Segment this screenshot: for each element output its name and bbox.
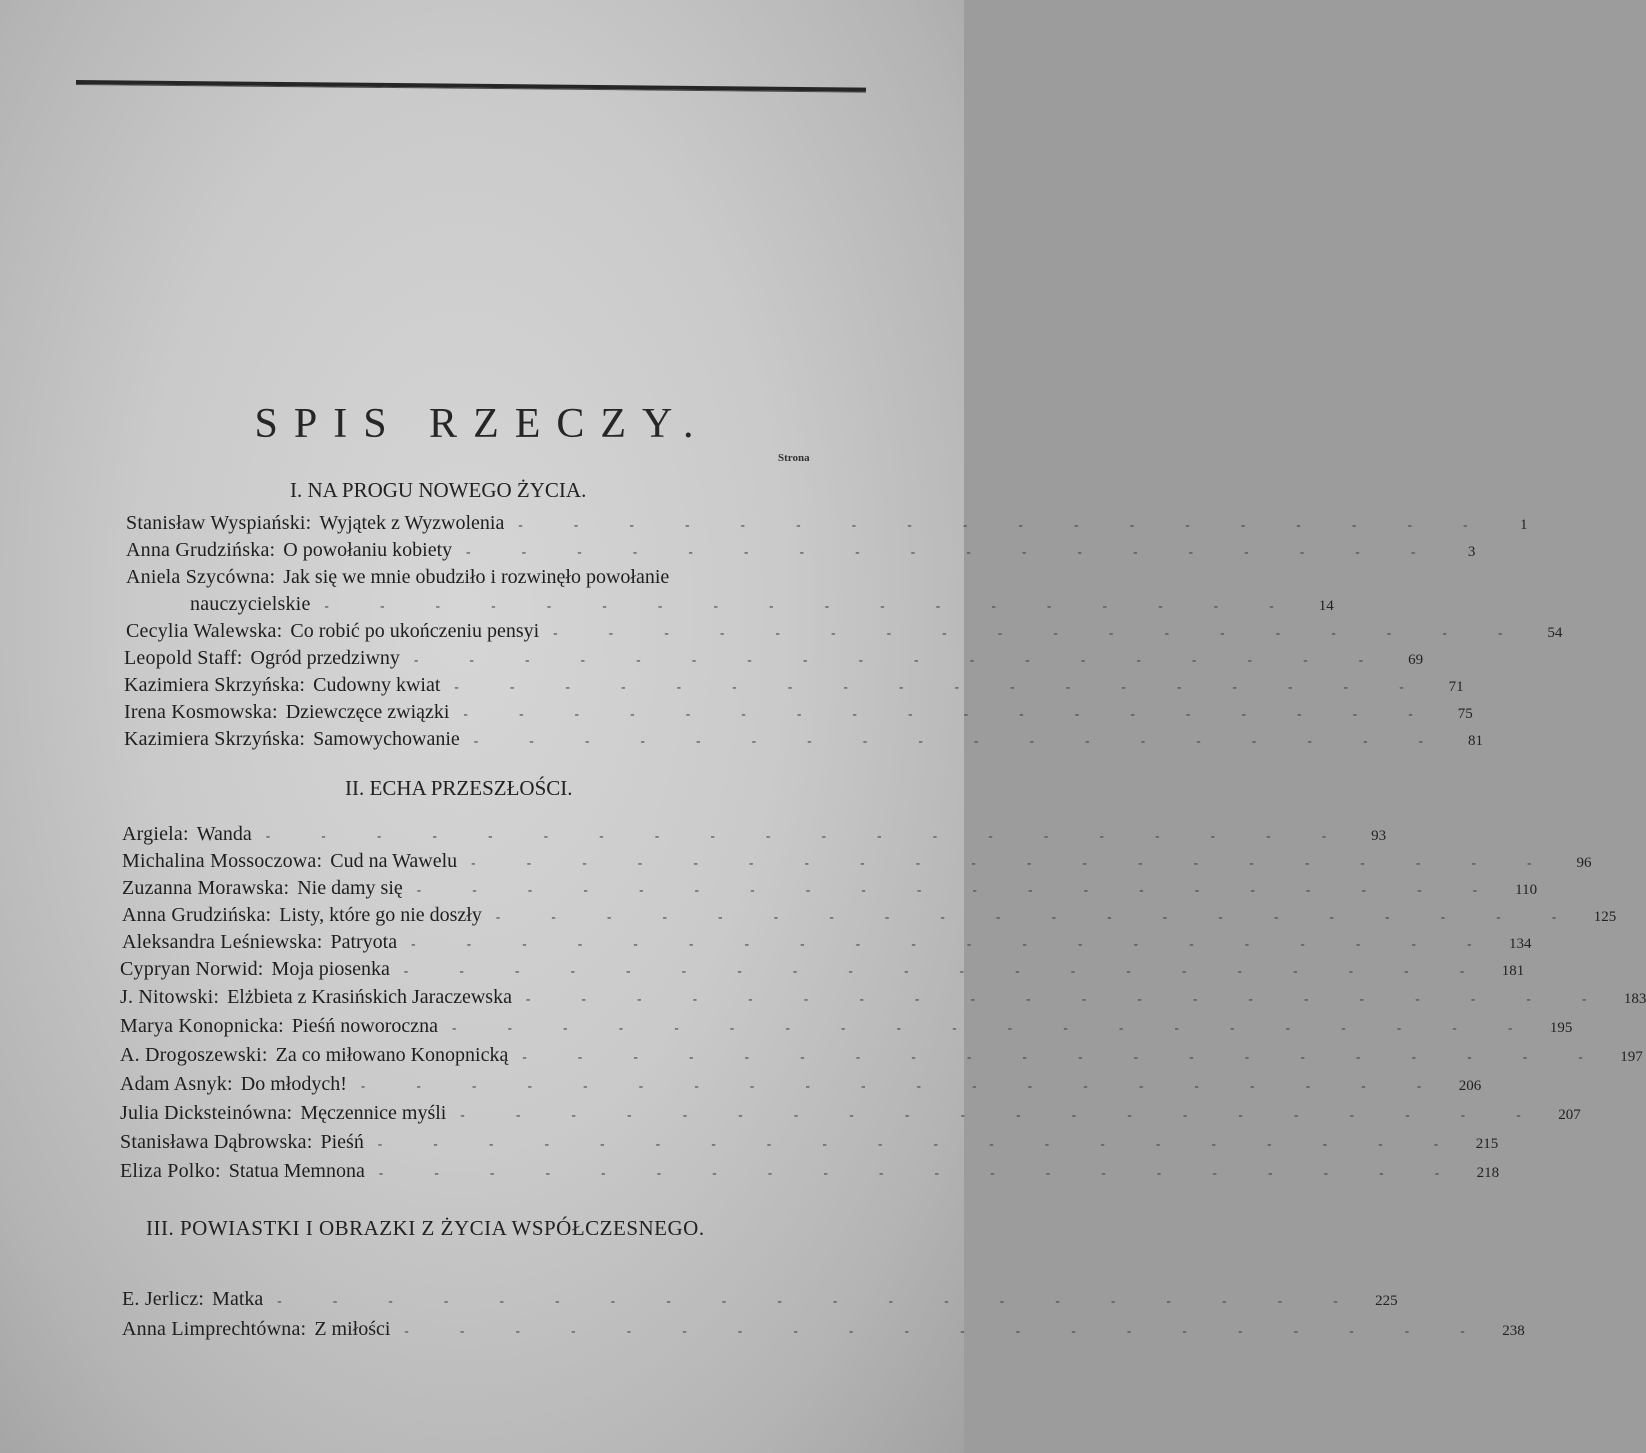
entry-page: 195 bbox=[1549, 1020, 1573, 1036]
entry-author: Anna Limprechtówna: bbox=[122, 1318, 307, 1340]
entry-title: Patryota bbox=[330, 931, 398, 953]
entry-author: J. Nitowski: bbox=[120, 986, 220, 1008]
leader-dots: - - - - - - - - - - - - - - - - - - bbox=[553, 625, 1527, 640]
leader-dots: - - - - - - - - - - - - - - - - - - - - bbox=[471, 855, 1556, 870]
leader-dots: - - - - - - - - - - - - - - - - - - - - bbox=[404, 1323, 1489, 1338]
entry-title: Moja piosenka bbox=[271, 958, 390, 980]
toc-entry bbox=[120, 1044, 1643, 1067]
leader-dots: - - - - - - - - - - - - - - - - - - bbox=[324, 598, 1298, 613]
entry-page: 3 bbox=[1467, 544, 1476, 560]
entry-page: 93 bbox=[1371, 828, 1387, 844]
entry-page: 71 bbox=[1448, 679, 1464, 695]
toc-entry bbox=[124, 701, 1473, 724]
entry-author: Aniela Szycówna: bbox=[126, 566, 276, 588]
entry-page: 183 bbox=[1623, 991, 1646, 1007]
entry-author: E. Jerlicz: bbox=[122, 1288, 205, 1310]
entry-author: Anna Grudzińska: bbox=[122, 904, 272, 926]
toc-entry bbox=[122, 904, 1617, 927]
leader-dots: - - - - - - - - - - - - - - - - - - bbox=[473, 733, 1447, 748]
toc-entry bbox=[120, 1073, 1482, 1096]
entry-title: Z miłości bbox=[314, 1318, 391, 1340]
toc-entry bbox=[122, 1318, 1525, 1341]
toc-entry bbox=[120, 986, 1646, 1009]
entry-author: Kazimiera Skrzyńska: bbox=[124, 728, 306, 750]
leader-dots: - - - - - - - - - - - - - - - - - - bbox=[454, 679, 1428, 694]
entry-page: 206 bbox=[1458, 1078, 1482, 1094]
leader-dots: - - - - - - - - - - - - - - - - - - bbox=[466, 544, 1440, 559]
entry-title: Samowychowanie bbox=[313, 728, 460, 750]
entry-author: Irena Kosmowska: bbox=[124, 701, 278, 723]
section-heading-1: I. NA PROGU NOWEGO ŻYCIA. bbox=[290, 478, 587, 502]
entry-page: 238 bbox=[1502, 1323, 1525, 1339]
entry-title: Ogród przedziwny bbox=[250, 647, 400, 669]
entry-author: Argiela: bbox=[122, 823, 189, 845]
leader-dots: - - - - - - - - - - - - - - - - - - - - bbox=[522, 1049, 1607, 1064]
entry-author: Marya Konopnicka: bbox=[120, 1015, 284, 1037]
entry-title: Wanda bbox=[196, 823, 252, 845]
entry-author: Julia Dicksteinówna: bbox=[120, 1102, 293, 1124]
entry-page: 14 bbox=[1318, 598, 1334, 614]
leader-dots: - - - - - - - - - - - - - - - - - - - - bbox=[411, 936, 1496, 951]
entry-title: Za co miłowano Konopnicką bbox=[275, 1044, 509, 1066]
page-column-label: Strona bbox=[778, 452, 810, 464]
entry-title: O powołaniu kobiety bbox=[283, 539, 453, 561]
page-title: SPIS RZECZY. bbox=[254, 401, 710, 447]
leader-dots: - - - - - - - - - - - - - - - - - - - - bbox=[403, 963, 1489, 978]
entry-page: 96 bbox=[1576, 855, 1592, 871]
toc-entry bbox=[126, 620, 1563, 643]
toc-entry bbox=[120, 958, 1525, 981]
top-rule bbox=[76, 80, 866, 93]
leader-dots: - - - - - - - - - - - - - - - - - - bbox=[518, 517, 1492, 532]
entry-title: Cud na Wawelu bbox=[330, 850, 458, 872]
entry-page: 218 bbox=[1476, 1165, 1500, 1181]
entry-title: Jak się we mnie obudziło i rozwinęło powołanie bbox=[283, 566, 670, 588]
toc-entry bbox=[120, 1015, 1573, 1038]
toc-entry bbox=[124, 674, 1464, 697]
toc-entry bbox=[120, 1160, 1500, 1183]
entry-author: Eliza Polko: bbox=[120, 1160, 221, 1182]
toc-entry bbox=[126, 539, 1476, 562]
entry-author: Zuzanna Morawska: bbox=[122, 877, 290, 899]
entry-author: Cecylia Walewska: bbox=[126, 620, 283, 642]
entry-title: Do młodych! bbox=[240, 1073, 347, 1095]
entry-page: 197 bbox=[1620, 1049, 1643, 1065]
entry-page: 134 bbox=[1508, 936, 1532, 952]
toc-entry bbox=[120, 1131, 1499, 1154]
entry-title: Pieśń noworoczna bbox=[291, 1015, 438, 1037]
entry-title: Statua Memnona bbox=[228, 1160, 365, 1182]
toc-entry bbox=[126, 512, 1528, 535]
toc-entry bbox=[126, 566, 831, 589]
leader-dots: - - - - - - - - - - - - - - - - - - - - bbox=[525, 991, 1611, 1006]
entry-author: A. Drogoszewski: bbox=[120, 1044, 268, 1066]
leader-dots: - - - - - - - - - - - - - - - - - - - - bbox=[377, 1136, 1463, 1151]
leader-dots: - - - - - - - - - - - - - - - - - - - - bbox=[452, 1020, 1537, 1035]
entry-author: Leopold Staff: bbox=[124, 647, 243, 669]
entry-author: Stanisław Wyspiański: bbox=[126, 512, 312, 534]
entry-title: Elżbieta z Krasińskich Jaraczewska bbox=[227, 986, 512, 1008]
entry-title: Nie damy się bbox=[297, 877, 403, 899]
entry-title: Pieśń bbox=[320, 1131, 364, 1153]
entry-author: Kazimiera Skrzyńska: bbox=[124, 674, 306, 696]
entry-page: 81 bbox=[1468, 733, 1483, 749]
leader-dots: - - - - - - - - - - - - - - - - - - - - bbox=[460, 1107, 1545, 1122]
entry-page: 215 bbox=[1475, 1136, 1499, 1152]
entry-page: 181 bbox=[1501, 963, 1525, 979]
leader-dots: - - - - - - - - - - - - - - - - - - - - bbox=[265, 828, 1351, 843]
entry-page: 110 bbox=[1515, 882, 1538, 898]
leader-dots: - - - - - - - - - - - - - - - - - - - - bbox=[416, 882, 1502, 897]
toc-entry bbox=[122, 1288, 1398, 1311]
toc-entry bbox=[120, 1102, 1581, 1125]
entry-author: Cypryan Norwid: bbox=[120, 958, 264, 980]
leader-dots: - - - - - - - - - - - - - - - - - - - - bbox=[495, 909, 1581, 924]
entry-title: Męczennice myśli bbox=[300, 1102, 447, 1124]
entry-page: 225 bbox=[1375, 1293, 1398, 1309]
toc-entry bbox=[122, 877, 1538, 900]
toc-entry bbox=[122, 931, 1532, 954]
entry-title-continued: nauczycielskie bbox=[190, 593, 311, 615]
toc-entry bbox=[122, 850, 1592, 873]
entry-author: Adam Asnyk: bbox=[120, 1073, 233, 1095]
leader-dots: - - - - - - - - - - - - - - - - - - bbox=[413, 652, 1388, 667]
entry-title: Wyjątek z Wyzwolenia bbox=[319, 512, 505, 534]
toc-entry bbox=[124, 647, 1424, 670]
entry-author: Michalina Mossoczowa: bbox=[122, 850, 323, 872]
entry-title: Cudowny kwiat bbox=[313, 674, 441, 696]
entry-page: 207 bbox=[1558, 1107, 1581, 1123]
leader-dots: - - - - - - - - - - - - - - - - - - - - bbox=[360, 1078, 1446, 1093]
entry-page: 54 bbox=[1547, 625, 1563, 641]
entry-page: 75 bbox=[1457, 706, 1473, 722]
entry-author: Stanisława Dąbrowska: bbox=[120, 1131, 313, 1153]
entry-title: Co robić po ukończeniu pensyi bbox=[290, 620, 540, 642]
toc-entry bbox=[124, 728, 1483, 751]
leader-dots: - - - - - - - - - - - - - - - - - - - - bbox=[378, 1165, 1464, 1180]
leader-dots: - - - - - - - - - - - - - - - - - - bbox=[463, 706, 1437, 721]
entry-author: Anna Grudzińska: bbox=[126, 539, 276, 561]
entry-page: 1 bbox=[1520, 517, 1528, 533]
entry-author: Aleksandra Leśniewska: bbox=[122, 931, 323, 953]
toc-entry bbox=[122, 823, 1387, 846]
leader-dots: - - - - - - - - - - - - - - - - - - - - bbox=[277, 1293, 1362, 1308]
entry-page: 69 bbox=[1408, 652, 1424, 668]
entry-page: 125 bbox=[1593, 909, 1617, 925]
toc-entry-continuation bbox=[190, 593, 1334, 616]
section-heading-2: II. ECHA PRZESZŁOŚCI. bbox=[345, 776, 573, 800]
section-heading-3: III. POWIASTKI I OBRAZKI Z ŻYCIA WSPÓŁCZESNEGO. bbox=[146, 1216, 705, 1240]
entry-title: Matka bbox=[212, 1288, 264, 1310]
entry-title: Dziewczęce związki bbox=[285, 701, 450, 723]
entry-title: Listy, które go nie doszły bbox=[279, 904, 482, 926]
